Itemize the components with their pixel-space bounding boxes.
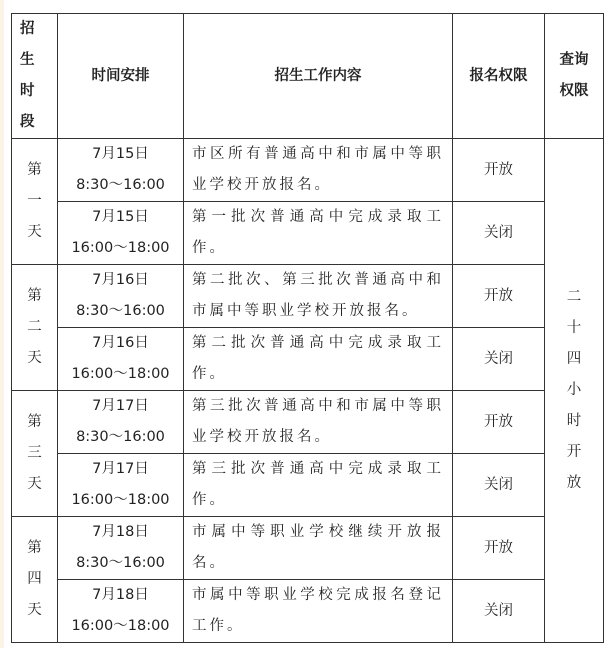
table-row <box>12 265 604 328</box>
date: 7月17日 <box>92 461 149 477</box>
time-range: 8:30～16:00 <box>76 177 165 193</box>
day-label: 第二天 <box>27 288 42 366</box>
table-row <box>12 328 604 391</box>
content-cell: 市属中等职业学校完成报名登记工作。 <box>184 580 453 643</box>
schedule-cell <box>58 580 184 643</box>
header-query <box>545 14 604 139</box>
content-cell: 第二批次普通高中完成录取工作。 <box>184 328 453 391</box>
header-schedule: 时间安排 <box>58 14 184 139</box>
signup-permission: 关闭 <box>453 454 545 517</box>
schedule-cell <box>58 202 184 265</box>
signup-permission: 开放 <box>453 265 545 328</box>
date: 7月18日 <box>92 587 149 603</box>
time-range: 8:30～16:00 <box>76 429 165 445</box>
signup-permission: 开放 <box>453 391 545 454</box>
signup-permission: 开放 <box>453 139 545 202</box>
time-range: 16:00～18:00 <box>71 618 170 634</box>
date: 7月17日 <box>92 398 149 414</box>
content-cell: 第三批次普通高中完成录取工作。 <box>184 454 453 517</box>
signup-permission: 关闭 <box>453 328 545 391</box>
time-range: 8:30～16:00 <box>76 303 165 319</box>
query-permission-cell <box>545 139 604 643</box>
time-range: 16:00～18:00 <box>71 366 170 382</box>
schedule-cell <box>58 328 184 391</box>
date: 7月16日 <box>92 335 149 351</box>
day-cell <box>12 391 58 517</box>
signup-permission: 开放 <box>453 517 545 580</box>
content-cell: 第二批次、第三批次普通高中和市属中等职业学校开放报名。 <box>184 265 453 328</box>
signup-permission: 关闭 <box>453 580 545 643</box>
date: 7月15日 <box>92 209 149 225</box>
table-row <box>12 391 604 454</box>
date: 7月15日 <box>92 146 149 162</box>
content-cell: 第一批次普通高中完成录取工作。 <box>184 202 453 265</box>
header-period <box>12 14 58 139</box>
header-signup: 报名权限 <box>453 14 545 139</box>
table-row <box>12 202 604 265</box>
schedule-cell <box>58 391 184 454</box>
content-cell: 市属中等职业学校继续开放报名。 <box>184 517 453 580</box>
header-period-text: 招生时段 <box>20 21 35 130</box>
time-range: 16:00～18:00 <box>71 240 170 256</box>
table-row <box>12 517 604 580</box>
schedule-cell <box>58 454 184 517</box>
day-cell <box>12 139 58 265</box>
time-range: 16:00～18:00 <box>71 492 170 508</box>
header-row <box>12 14 604 139</box>
enrollment-schedule-table <box>11 13 604 643</box>
content-cell: 市区所有普通高中和市属中等职业学校开放报名。 <box>184 139 453 202</box>
page-edge <box>0 0 4 648</box>
table-row <box>12 139 604 202</box>
signup-permission: 关闭 <box>453 202 545 265</box>
day-cell <box>12 265 58 391</box>
day-label: 第一天 <box>27 162 42 240</box>
table-row <box>12 580 604 643</box>
header-query-text: 查询权限 <box>559 52 589 99</box>
day-cell <box>12 517 58 643</box>
date: 7月18日 <box>92 524 149 540</box>
content-cell: 第三批次普通高中和市属中等职业学校开放报名。 <box>184 391 453 454</box>
schedule-cell <box>58 265 184 328</box>
table-row <box>12 454 604 517</box>
header-content: 招生工作内容 <box>184 14 453 139</box>
time-range: 8:30～16:00 <box>76 555 165 571</box>
date: 7月16日 <box>92 272 149 288</box>
day-label: 第三天 <box>27 414 42 492</box>
query-permission: 二十四小时开放 <box>566 289 582 491</box>
day-label: 第四天 <box>27 540 42 618</box>
schedule-cell <box>58 517 184 580</box>
schedule-cell <box>58 139 184 202</box>
